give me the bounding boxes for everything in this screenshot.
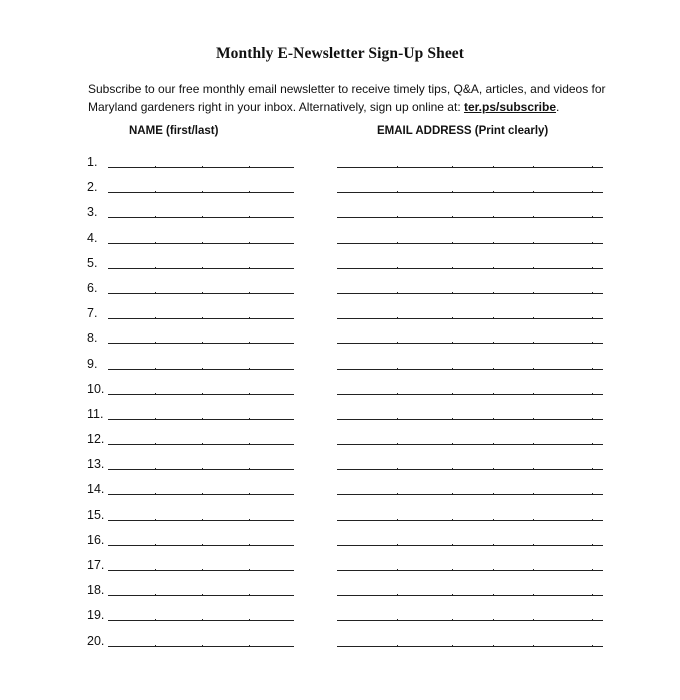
line-tick <box>533 292 534 294</box>
line-tick <box>202 317 203 319</box>
intro-text: Subscribe to our free monthly email newsletter to receive timely tips, Q&A, articles, and videos for Maryland gardeners right in your inbox. Alternatively, sign up online at: <box>88 82 606 114</box>
line-tick <box>249 191 250 193</box>
email-entry-line[interactable] <box>337 520 603 521</box>
line-tick <box>592 216 593 218</box>
line-tick <box>155 292 156 294</box>
line-tick <box>452 468 453 470</box>
line-tick <box>202 216 203 218</box>
line-tick <box>155 216 156 218</box>
line-tick <box>452 166 453 168</box>
line-tick <box>249 216 250 218</box>
row-number: 9. <box>87 356 98 371</box>
line-tick <box>592 242 593 244</box>
line-tick <box>592 569 593 571</box>
line-tick <box>452 292 453 294</box>
line-tick <box>592 267 593 269</box>
line-tick <box>533 267 534 269</box>
subscribe-link[interactable]: ter.ps/subscribe <box>463 100 557 114</box>
line-tick <box>493 317 494 319</box>
line-tick <box>155 393 156 395</box>
line-tick <box>155 342 156 344</box>
line-tick <box>493 166 494 168</box>
name-entry-line[interactable] <box>108 646 294 647</box>
line-tick <box>397 594 398 596</box>
line-tick <box>592 594 593 596</box>
line-tick <box>397 418 398 420</box>
signup-row <box>0 407 680 432</box>
line-tick <box>452 267 453 269</box>
email-entry-line[interactable] <box>337 318 603 319</box>
line-tick <box>155 493 156 495</box>
line-tick <box>452 393 453 395</box>
line-tick <box>533 544 534 546</box>
line-tick <box>397 468 398 470</box>
name-entry-line[interactable] <box>108 545 294 546</box>
line-tick <box>533 368 534 370</box>
email-entry-line[interactable] <box>337 217 603 218</box>
line-tick <box>493 493 494 495</box>
email-entry-line[interactable] <box>337 394 603 395</box>
email-entry-line[interactable] <box>337 343 603 344</box>
line-tick <box>202 619 203 621</box>
line-tick <box>202 544 203 546</box>
row-number: 5. <box>87 255 98 270</box>
line-tick <box>493 368 494 370</box>
line-tick <box>533 569 534 571</box>
line-tick <box>533 619 534 621</box>
line-tick <box>249 569 250 571</box>
line-tick <box>249 645 250 647</box>
row-number: 17. <box>87 558 105 572</box>
name-entry-line[interactable] <box>108 318 294 319</box>
line-tick <box>397 544 398 546</box>
email-entry-line[interactable] <box>337 469 603 470</box>
line-tick <box>533 493 534 495</box>
line-tick <box>533 242 534 244</box>
line-tick <box>452 493 453 495</box>
email-entry-line[interactable] <box>337 444 603 445</box>
line-tick <box>249 267 250 269</box>
line-tick <box>202 493 203 495</box>
row-number: 8. <box>87 331 98 346</box>
line-tick <box>249 519 250 521</box>
line-tick <box>493 569 494 571</box>
line-tick <box>202 645 203 647</box>
name-entry-line[interactable] <box>108 243 294 244</box>
name-entry-line[interactable] <box>108 570 294 571</box>
signup-row <box>0 357 680 382</box>
line-tick <box>592 544 593 546</box>
line-tick <box>155 418 156 420</box>
line-tick <box>397 292 398 294</box>
line-tick <box>533 166 534 168</box>
line-tick <box>155 242 156 244</box>
signup-row <box>0 482 680 507</box>
line-tick <box>592 368 593 370</box>
email-entry-line[interactable] <box>337 192 603 193</box>
page-title: Monthly E-Newsletter Sign-Up Sheet <box>215 45 465 62</box>
line-tick <box>155 368 156 370</box>
signup-row <box>0 281 680 306</box>
name-entry-line[interactable] <box>108 595 294 596</box>
line-tick <box>592 468 593 470</box>
line-tick <box>397 166 398 168</box>
line-tick <box>202 443 203 445</box>
line-tick <box>397 493 398 495</box>
email-entry-line[interactable] <box>337 646 603 647</box>
line-tick <box>452 569 453 571</box>
name-entry-line[interactable] <box>108 167 294 168</box>
line-tick <box>155 544 156 546</box>
line-tick <box>533 594 534 596</box>
line-tick <box>202 242 203 244</box>
line-tick <box>249 443 250 445</box>
line-tick <box>493 216 494 218</box>
line-tick <box>202 292 203 294</box>
line-tick <box>397 342 398 344</box>
line-tick <box>493 267 494 269</box>
line-tick <box>249 544 250 546</box>
name-entry-line[interactable] <box>108 620 294 621</box>
name-entry-line[interactable] <box>108 293 294 294</box>
line-tick <box>202 569 203 571</box>
line-tick <box>155 468 156 470</box>
name-column-header: NAME (first/last) <box>129 125 219 137</box>
line-tick <box>202 519 203 521</box>
line-tick <box>592 493 593 495</box>
line-tick <box>592 317 593 319</box>
line-tick <box>202 393 203 395</box>
line-tick <box>493 594 494 596</box>
line-tick <box>397 191 398 193</box>
line-tick <box>533 418 534 420</box>
signup-row <box>0 306 680 331</box>
line-tick <box>592 519 593 521</box>
line-tick <box>155 166 156 168</box>
line-tick <box>533 393 534 395</box>
signup-row <box>0 508 680 533</box>
line-tick <box>397 519 398 521</box>
signup-row <box>0 231 680 256</box>
row-number: 20. <box>87 633 105 648</box>
line-tick <box>592 166 593 168</box>
signup-row <box>0 608 680 633</box>
signup-row <box>0 180 680 205</box>
email-entry-line[interactable] <box>337 243 603 244</box>
name-entry-line[interactable] <box>108 192 294 193</box>
line-tick <box>155 594 156 596</box>
line-tick <box>155 619 156 621</box>
line-tick <box>155 191 156 193</box>
signup-row <box>0 155 680 180</box>
line-tick <box>397 569 398 571</box>
line-tick <box>155 519 156 521</box>
name-entry-line[interactable] <box>108 520 294 521</box>
email-entry-line[interactable] <box>337 293 603 294</box>
row-number: 14. <box>87 482 105 497</box>
line-tick <box>592 393 593 395</box>
line-tick <box>249 594 250 596</box>
line-tick <box>452 544 453 546</box>
line-tick <box>493 393 494 395</box>
signup-row <box>0 558 680 583</box>
line-tick <box>493 468 494 470</box>
line-tick <box>533 468 534 470</box>
line-tick <box>493 342 494 344</box>
email-entry-line[interactable] <box>337 620 603 621</box>
line-tick <box>397 619 398 621</box>
line-tick <box>397 443 398 445</box>
line-tick <box>397 267 398 269</box>
row-number: 12. <box>87 432 105 447</box>
line-tick <box>202 368 203 370</box>
line-tick <box>202 418 203 420</box>
signup-row <box>0 457 680 482</box>
email-entry-line[interactable] <box>337 545 603 546</box>
line-tick <box>533 645 534 647</box>
name-entry-line[interactable] <box>108 268 294 269</box>
name-entry-line[interactable] <box>108 394 294 395</box>
row-number: 3. <box>87 205 98 220</box>
line-tick <box>202 191 203 193</box>
row-number: 1. <box>87 155 98 169</box>
line-tick <box>202 166 203 168</box>
line-tick <box>249 166 250 168</box>
line-tick <box>493 191 494 193</box>
line-tick <box>493 242 494 244</box>
email-entry-line[interactable] <box>337 167 603 168</box>
line-tick <box>452 342 453 344</box>
name-entry-line[interactable] <box>108 217 294 218</box>
line-tick <box>452 368 453 370</box>
row-number: 6. <box>87 280 98 295</box>
signup-row <box>0 432 680 457</box>
line-tick <box>249 493 250 495</box>
line-tick <box>155 569 156 571</box>
line-tick <box>533 443 534 445</box>
email-entry-line[interactable] <box>337 369 603 370</box>
line-tick <box>397 393 398 395</box>
line-tick <box>493 645 494 647</box>
line-tick <box>249 368 250 370</box>
line-tick <box>202 267 203 269</box>
line-tick <box>452 519 453 521</box>
line-tick <box>249 342 250 344</box>
line-tick <box>493 519 494 521</box>
line-tick <box>155 317 156 319</box>
line-tick <box>592 292 593 294</box>
name-entry-line[interactable] <box>108 419 294 420</box>
name-entry-line[interactable] <box>108 494 294 495</box>
email-column-header: EMAIL ADDRESS (Print clearly) <box>377 125 549 137</box>
line-tick <box>452 645 453 647</box>
line-tick <box>592 191 593 193</box>
line-tick <box>533 216 534 218</box>
line-tick <box>397 242 398 244</box>
line-tick <box>249 292 250 294</box>
row-number: 2. <box>87 180 98 195</box>
line-tick <box>452 443 453 445</box>
row-number: 15. <box>87 507 105 522</box>
line-tick <box>249 468 250 470</box>
name-entry-line[interactable] <box>108 369 294 370</box>
line-tick <box>249 619 250 621</box>
line-tick <box>452 594 453 596</box>
email-entry-line[interactable] <box>337 268 603 269</box>
line-tick <box>533 342 534 344</box>
email-entry-line[interactable] <box>337 595 603 596</box>
line-tick <box>533 519 534 521</box>
line-tick <box>592 443 593 445</box>
line-tick <box>493 544 494 546</box>
signup-row <box>0 331 680 356</box>
signup-row <box>0 533 680 558</box>
line-tick <box>493 619 494 621</box>
line-tick <box>533 191 534 193</box>
row-number: 4. <box>87 230 98 245</box>
row-number: 10. <box>87 381 105 396</box>
line-tick <box>249 242 250 244</box>
line-tick <box>592 418 593 420</box>
line-tick <box>592 342 593 344</box>
line-tick <box>397 368 398 370</box>
line-tick <box>592 619 593 621</box>
name-entry-line[interactable] <box>108 444 294 445</box>
row-number: 7. <box>87 306 98 321</box>
line-tick <box>493 443 494 445</box>
line-tick <box>452 191 453 193</box>
line-tick <box>249 418 250 420</box>
line-tick <box>249 317 250 319</box>
row-number: 19. <box>87 608 105 623</box>
line-tick <box>155 645 156 647</box>
line-tick <box>592 645 593 647</box>
signup-row <box>0 256 680 281</box>
line-tick <box>452 242 453 244</box>
line-tick <box>397 317 398 319</box>
signup-rows <box>0 155 680 659</box>
line-tick <box>452 216 453 218</box>
line-tick <box>493 292 494 294</box>
line-tick <box>397 645 398 647</box>
line-tick <box>202 342 203 344</box>
intro-end: . <box>556 100 560 114</box>
name-entry-line[interactable] <box>108 469 294 470</box>
line-tick <box>533 317 534 319</box>
signup-row <box>0 583 680 608</box>
signup-row <box>0 634 680 659</box>
line-tick <box>452 619 453 621</box>
email-entry-line[interactable] <box>337 419 603 420</box>
intro-paragraph <box>88 80 628 116</box>
line-tick <box>202 468 203 470</box>
line-tick <box>397 216 398 218</box>
row-number: 11. <box>87 406 104 421</box>
line-tick <box>452 317 453 319</box>
email-entry-line[interactable] <box>337 494 603 495</box>
name-entry-line[interactable] <box>108 343 294 344</box>
row-number: 13. <box>87 457 105 472</box>
row-number: 16. <box>87 532 105 547</box>
row-number: 18. <box>87 583 105 598</box>
signup-row <box>0 205 680 230</box>
email-entry-line[interactable] <box>337 570 603 571</box>
line-tick <box>202 594 203 596</box>
line-tick <box>249 393 250 395</box>
signup-row <box>0 382 680 407</box>
line-tick <box>493 418 494 420</box>
line-tick <box>155 443 156 445</box>
line-tick <box>155 267 156 269</box>
line-tick <box>452 418 453 420</box>
